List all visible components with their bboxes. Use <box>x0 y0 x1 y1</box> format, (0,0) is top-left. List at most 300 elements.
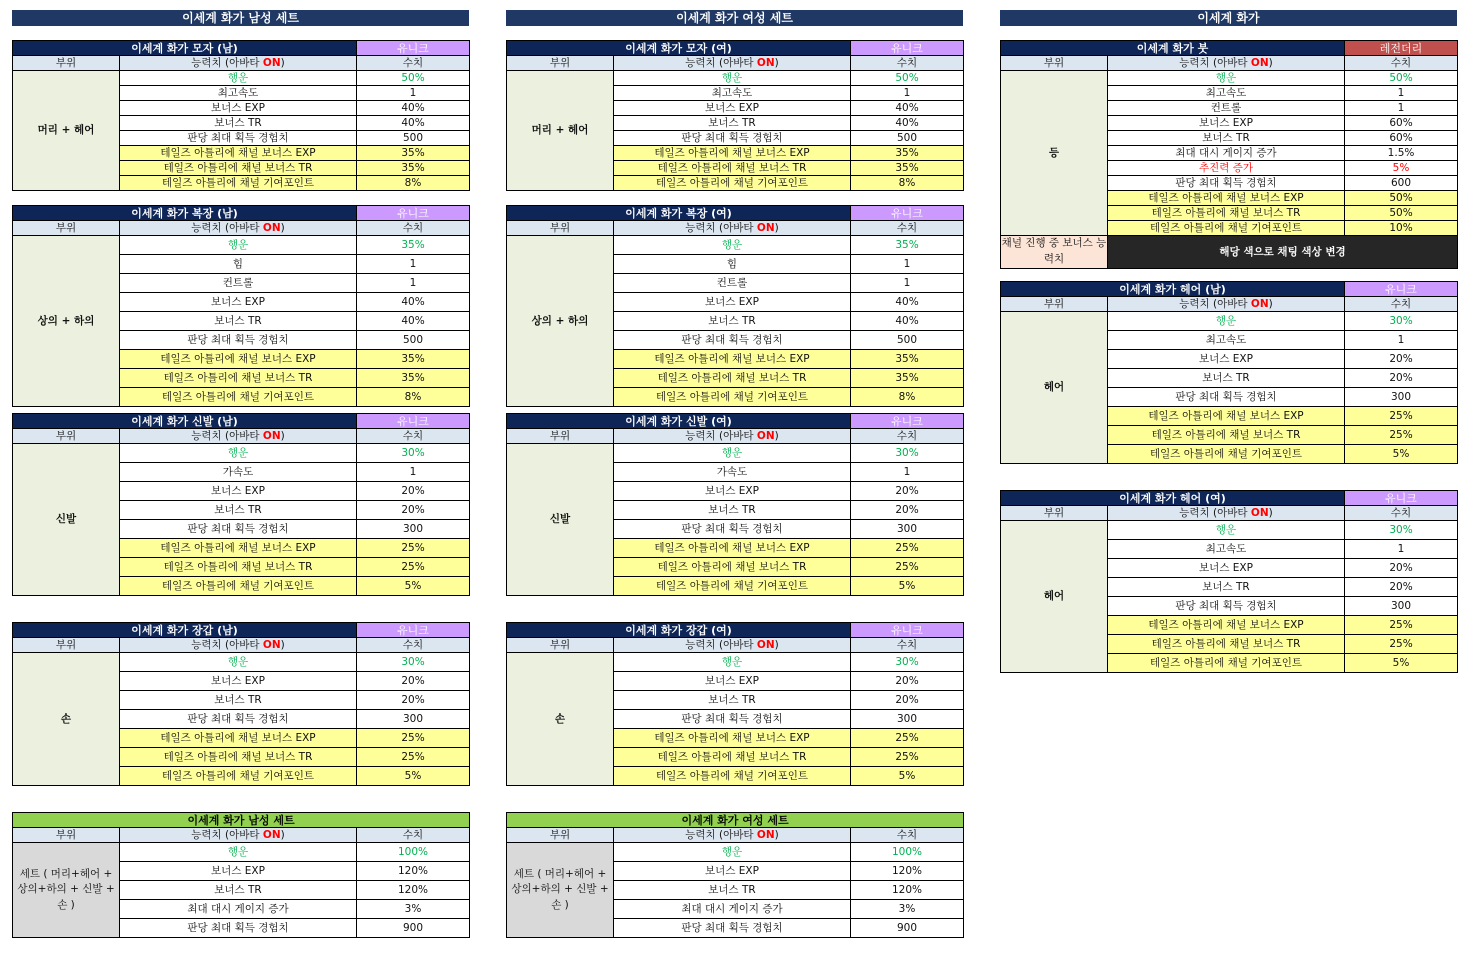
rarity-badge: 유니크 <box>357 41 470 56</box>
column-header-value: 수치 <box>1345 506 1458 521</box>
stats-table-hat_m <box>12 40 470 191</box>
stat-name: 행운 <box>120 653 357 672</box>
stats-table-glove_m <box>12 622 470 786</box>
stat-name: 추진력 증가 <box>1108 161 1345 176</box>
table-title: 이세계 화가 모자 (여) <box>507 41 851 56</box>
column-header-stat-label: 능력치 (아바타 <box>1179 506 1251 519</box>
stat-value: 300 <box>357 710 470 729</box>
stat-name: 행운 <box>614 236 851 255</box>
stat-value: 8% <box>851 176 964 191</box>
column-header-stat-label: 능력치 (아바타 <box>191 828 263 841</box>
stat-name: 판당 최대 획득 경험치 <box>614 919 851 938</box>
stats-table-shoe_f <box>506 413 964 596</box>
column-header-stat-close: ) <box>774 638 779 651</box>
stat-name: 테일즈 아틀리에 채널 보너스 EXP <box>614 729 851 748</box>
stat-name: 테일즈 아틀리에 채널 보너스 TR <box>120 558 357 577</box>
stat-name: 행운 <box>614 71 851 86</box>
part-cell: 세트 ( 머리+헤어 + 상의+하의 + 신발 + 손 ) <box>13 843 120 938</box>
stat-name: 보너스 TR <box>120 501 357 520</box>
stat-name: 판당 최대 획득 경험치 <box>120 131 357 146</box>
stat-name: 테일즈 아틀리에 채널 보너스 EXP <box>1108 407 1345 426</box>
stat-value: 20% <box>1345 559 1458 578</box>
stat-name: 테일즈 아틀리에 채널 보너스 TR <box>120 369 357 388</box>
column-header-part: 부위 <box>507 638 614 653</box>
stat-name: 컨트롤 <box>1108 101 1345 116</box>
stat-name: 테일즈 아틀리에 채널 기여포인트 <box>120 577 357 596</box>
stat-name: 테일즈 아틀리에 채널 기여포인트 <box>120 176 357 191</box>
column-header-value: 수치 <box>357 828 470 843</box>
stat-name: 테일즈 아틀리에 채널 기여포인트 <box>614 767 851 786</box>
column-header-stat-label: 능력치 (아바타 <box>685 429 757 442</box>
stat-value: 40% <box>851 293 964 312</box>
stat-value: 25% <box>1345 635 1458 654</box>
part-cell: 상의 + 하의 <box>507 236 614 407</box>
column-header-stat-label: 능력치 (아바타 <box>191 429 263 442</box>
stats-table-set_m <box>12 812 470 938</box>
stat-name: 테일즈 아틀리에 채널 보너스 TR <box>1108 635 1345 654</box>
chat-color-note: 해당 색으로 채팅 색상 변경 <box>1108 236 1458 269</box>
stats-table-hair_m <box>1000 281 1458 464</box>
stat-name: 최고속도 <box>1108 540 1345 559</box>
stat-value: 5% <box>851 577 964 596</box>
stat-value: 30% <box>1345 521 1458 540</box>
table-row <box>507 843 964 862</box>
stat-value: 20% <box>851 691 964 710</box>
stat-value: 600 <box>1345 176 1458 191</box>
stat-name: 행운 <box>120 71 357 86</box>
stat-name: 테일즈 아틀리에 채널 보너스 EXP <box>614 350 851 369</box>
stat-value: 30% <box>851 444 964 463</box>
stat-value: 25% <box>851 558 964 577</box>
stat-value: 35% <box>357 350 470 369</box>
stat-value: 35% <box>851 236 964 255</box>
stat-value: 3% <box>851 900 964 919</box>
stat-value: 35% <box>851 350 964 369</box>
stat-name: 행운 <box>1108 312 1345 331</box>
rarity-badge: 유니크 <box>1345 282 1458 297</box>
stat-value: 25% <box>357 539 470 558</box>
table-title: 이세계 화가 신발 (남) <box>13 414 357 429</box>
table-row <box>507 653 964 672</box>
rarity-badge: 유니크 <box>357 414 470 429</box>
stat-name: 테일즈 아틀리에 채널 보너스 EXP <box>1108 191 1345 206</box>
part-cell: 신발 <box>13 444 120 596</box>
stat-value: 1.5% <box>1345 146 1458 161</box>
avatar-on-label: ON <box>262 429 281 442</box>
table-title: 이세계 화가 헤어 (남) <box>1001 282 1345 297</box>
stat-name: 보너스 EXP <box>120 672 357 691</box>
stat-name: 보너스 EXP <box>614 293 851 312</box>
stat-name: 테일즈 아틀리에 채널 보너스 EXP <box>120 350 357 369</box>
stat-value: 1 <box>1345 101 1458 116</box>
stat-name: 보너스 EXP <box>1108 116 1345 131</box>
stat-value: 1 <box>357 255 470 274</box>
misc-column-header: 이세계 화가 <box>1000 10 1457 26</box>
avatar-on-label: ON <box>756 828 775 841</box>
stat-value: 20% <box>357 672 470 691</box>
column-header-stat <box>120 56 357 71</box>
stat-value: 60% <box>1345 131 1458 146</box>
stat-name: 힘 <box>614 255 851 274</box>
stat-value: 1 <box>357 274 470 293</box>
stat-name: 판당 최대 획득 경험치 <box>614 131 851 146</box>
rarity-badge: 유니크 <box>851 206 964 221</box>
stat-value: 50% <box>1345 191 1458 206</box>
table-title: 이세계 화가 장갑 (여) <box>507 623 851 638</box>
stat-value: 50% <box>1345 206 1458 221</box>
stat-name: 최고속도 <box>1108 86 1345 101</box>
column-header-value: 수치 <box>357 221 470 236</box>
stat-name: 보너스 EXP <box>120 482 357 501</box>
stat-name: 가속도 <box>614 463 851 482</box>
stat-value: 35% <box>357 146 470 161</box>
stat-value: 5% <box>851 767 964 786</box>
stat-name: 판당 최대 획득 경험치 <box>1108 597 1345 616</box>
column-header-part: 부위 <box>507 56 614 71</box>
column-header-value: 수치 <box>851 56 964 71</box>
stats-table-glove_f <box>506 622 964 786</box>
table-row <box>507 236 964 255</box>
stat-name: 보너스 TR <box>1108 578 1345 597</box>
stat-value: 25% <box>851 729 964 748</box>
part-cell: 등 <box>1001 71 1108 236</box>
rarity-badge: 레전더리 <box>1345 41 1458 56</box>
stat-name: 보너스 EXP <box>1108 559 1345 578</box>
stat-value: 50% <box>851 71 964 86</box>
stat-name: 보너스 EXP <box>614 672 851 691</box>
stat-name: 행운 <box>120 236 357 255</box>
stat-value: 20% <box>851 672 964 691</box>
column-header-stat-label: 능력치 (아바타 <box>191 56 263 69</box>
column-header-value: 수치 <box>357 429 470 444</box>
stat-name: 테일즈 아틀리에 채널 보너스 EXP <box>120 729 357 748</box>
column-header-stat-close: ) <box>774 429 779 442</box>
column-header-part: 부위 <box>1001 56 1108 71</box>
stat-name: 보너스 TR <box>1108 131 1345 146</box>
stat-name: 보너스 TR <box>120 881 357 900</box>
rarity-badge: 유니크 <box>851 41 964 56</box>
stat-name: 최고속도 <box>120 86 357 101</box>
stat-value: 40% <box>357 312 470 331</box>
column-header-part: 부위 <box>1001 506 1108 521</box>
stat-name: 테일즈 아틀리에 채널 기여포인트 <box>1108 654 1345 673</box>
stat-name: 가속도 <box>120 463 357 482</box>
stat-value: 300 <box>357 520 470 539</box>
avatar-on-label: ON <box>262 221 281 234</box>
stat-value: 25% <box>851 748 964 767</box>
stat-value: 3% <box>357 900 470 919</box>
stat-name: 판당 최대 획득 경험치 <box>614 710 851 729</box>
stat-name: 최대 대시 게이지 증가 <box>614 900 851 919</box>
column-header-stat-close: ) <box>1268 297 1273 310</box>
stat-name: 행운 <box>614 444 851 463</box>
column-header-stat-close: ) <box>280 828 285 841</box>
stats-table-shoe_m <box>12 413 470 596</box>
stat-name: 테일즈 아틀리에 채널 기여포인트 <box>614 176 851 191</box>
stat-value: 1 <box>357 86 470 101</box>
table-row <box>507 71 964 86</box>
stat-value: 30% <box>1345 312 1458 331</box>
avatar-on-label: ON <box>756 638 775 651</box>
column-header-value: 수치 <box>1345 297 1458 312</box>
table-title: 이세계 화가 헤어 (여) <box>1001 491 1345 506</box>
stat-value: 8% <box>357 176 470 191</box>
avatar-on-label: ON <box>756 56 775 69</box>
stat-name: 테일즈 아틀리에 채널 기여포인트 <box>614 388 851 407</box>
stat-name: 판당 최대 획득 경험치 <box>614 331 851 350</box>
stat-name: 행운 <box>1108 521 1345 540</box>
part-cell: 신발 <box>507 444 614 596</box>
stat-value: 100% <box>851 843 964 862</box>
stats-table-set_f <box>506 812 964 938</box>
stat-value: 5% <box>357 767 470 786</box>
table-row <box>13 653 470 672</box>
stat-value: 35% <box>357 236 470 255</box>
stat-value: 25% <box>357 558 470 577</box>
column-header-part: 부위 <box>13 638 120 653</box>
stats-table-brush <box>1000 40 1458 269</box>
stat-value: 1 <box>1345 86 1458 101</box>
part-cell: 세트 ( 머리+헤어 + 상의+하의 + 신발 + 손 ) <box>507 843 614 938</box>
female-set-column-header: 이세계 화가 여성 세트 <box>506 10 963 26</box>
stat-value: 120% <box>357 881 470 900</box>
rarity-badge: 유니크 <box>1345 491 1458 506</box>
stat-name: 테일즈 아틀리에 채널 기여포인트 <box>1108 221 1345 236</box>
stat-value: 300 <box>851 710 964 729</box>
column-header-stat <box>120 828 357 843</box>
column-header-stat-label: 능력치 (아바타 <box>685 638 757 651</box>
avatar-on-label: ON <box>1250 297 1269 310</box>
column-header-stat <box>120 221 357 236</box>
stat-value: 500 <box>851 331 964 350</box>
part-cell: 머리 + 헤어 <box>507 71 614 191</box>
stat-value: 25% <box>851 539 964 558</box>
stat-name: 행운 <box>120 444 357 463</box>
stat-name: 테일즈 아틀리에 채널 보너스 EXP <box>614 539 851 558</box>
stat-value: 20% <box>1345 369 1458 388</box>
column-header-value: 수치 <box>357 56 470 71</box>
stats-table-hair_f <box>1000 490 1458 673</box>
stat-value: 20% <box>1345 350 1458 369</box>
stat-value: 120% <box>357 862 470 881</box>
stat-name: 테일즈 아틀리에 채널 보너스 TR <box>120 161 357 176</box>
stat-value: 60% <box>1345 116 1458 131</box>
column-header-stat-close: ) <box>774 828 779 841</box>
stat-name: 보너스 EXP <box>614 482 851 501</box>
column-header-stat <box>614 828 851 843</box>
stat-name: 판당 최대 획득 경험치 <box>120 919 357 938</box>
column-header-stat-close: ) <box>774 221 779 234</box>
stat-value: 30% <box>357 653 470 672</box>
part-cell: 손 <box>507 653 614 786</box>
stat-value: 300 <box>1345 597 1458 616</box>
stat-value: 35% <box>357 369 470 388</box>
column-header-stat-close: ) <box>280 56 285 69</box>
stat-name: 테일즈 아틀리에 채널 보너스 TR <box>1108 206 1345 221</box>
stat-name: 행운 <box>614 653 851 672</box>
stat-value: 20% <box>357 691 470 710</box>
stat-name: 보너스 EXP <box>120 293 357 312</box>
table-title: 이세계 화가 복장 (여) <box>507 206 851 221</box>
table-title: 이세계 화가 복장 (남) <box>13 206 357 221</box>
column-header-stat-label: 능력치 (아바타 <box>1179 297 1251 310</box>
table-row <box>13 236 470 255</box>
stat-value: 300 <box>1345 388 1458 407</box>
column-header-part: 부위 <box>13 828 120 843</box>
table-title: 이세계 화가 남성 세트 <box>13 813 470 828</box>
column-header-stat <box>1108 506 1345 521</box>
stat-name: 보너스 TR <box>614 312 851 331</box>
stat-value: 5% <box>357 577 470 596</box>
stat-value: 25% <box>357 748 470 767</box>
stat-value: 25% <box>1345 426 1458 445</box>
stat-name: 보너스 TR <box>614 116 851 131</box>
column-header-stat-label: 능력치 (아바타 <box>685 56 757 69</box>
stat-value: 50% <box>1345 71 1458 86</box>
stat-name: 보너스 TR <box>1108 369 1345 388</box>
stat-name: 테일즈 아틀리에 채널 보너스 TR <box>614 369 851 388</box>
rarity-badge: 유니크 <box>357 623 470 638</box>
rarity-badge: 유니크 <box>851 414 964 429</box>
stat-value: 100% <box>357 843 470 862</box>
column-header-stat-label: 능력치 (아바타 <box>1179 56 1251 69</box>
stat-value: 35% <box>851 161 964 176</box>
stat-name: 최고속도 <box>614 86 851 101</box>
column-header-stat-close: ) <box>1268 506 1273 519</box>
stat-value: 40% <box>357 293 470 312</box>
avatar-on-label: ON <box>262 828 281 841</box>
column-header-stat-close: ) <box>774 56 779 69</box>
stat-value: 20% <box>357 482 470 501</box>
stat-name: 테일즈 아틀리에 채널 보너스 EXP <box>120 539 357 558</box>
stat-value: 1 <box>851 463 964 482</box>
stats-table-suit_f <box>506 205 964 407</box>
table-title: 이세계 화가 붓 <box>1001 41 1345 56</box>
stat-value: 5% <box>1345 654 1458 673</box>
stat-name: 최대 대시 게이지 증가 <box>120 900 357 919</box>
column-header-stat <box>614 56 851 71</box>
table-row <box>1001 71 1458 86</box>
column-header-stat <box>1108 297 1345 312</box>
column-header-stat-label: 능력치 (아바타 <box>191 221 263 234</box>
column-header-stat <box>1108 56 1345 71</box>
part-cell: 손 <box>13 653 120 786</box>
stat-value: 1 <box>357 463 470 482</box>
table-row <box>507 444 964 463</box>
column-header-value: 수치 <box>1345 56 1458 71</box>
stat-name: 테일즈 아틀리에 채널 보너스 EXP <box>614 146 851 161</box>
column-header-part: 부위 <box>507 221 614 236</box>
stat-value: 1 <box>851 274 964 293</box>
channel-bonus-label: 채널 진행 중 보너스 능력치 <box>1001 236 1108 269</box>
stat-name: 판당 최대 획득 경험치 <box>1108 388 1345 407</box>
part-cell: 머리 + 헤어 <box>13 71 120 191</box>
column-header-stat-close: ) <box>280 221 285 234</box>
avatar-on-label: ON <box>756 221 775 234</box>
column-header-part: 부위 <box>507 429 614 444</box>
stat-name: 테일즈 아틀리에 채널 기여포인트 <box>614 577 851 596</box>
stats-table-suit_m <box>12 205 470 407</box>
avatar-on-label: ON <box>1250 56 1269 69</box>
stat-name: 보너스 EXP <box>120 862 357 881</box>
stat-name: 힘 <box>120 255 357 274</box>
stat-value: 1 <box>851 86 964 101</box>
stat-name: 컨트롤 <box>614 274 851 293</box>
stat-value: 35% <box>851 369 964 388</box>
avatar-on-label: ON <box>1250 506 1269 519</box>
column-header-stat-label: 능력치 (아바타 <box>685 828 757 841</box>
column-header-stat <box>614 221 851 236</box>
column-header-stat <box>614 638 851 653</box>
stat-value: 30% <box>357 444 470 463</box>
avatar-on-label: ON <box>756 429 775 442</box>
stat-name: 테일즈 아틀리에 채널 기여포인트 <box>120 388 357 407</box>
stat-name: 테일즈 아틀리에 채널 보너스 TR <box>1108 426 1345 445</box>
stat-value: 120% <box>851 881 964 900</box>
stat-value: 8% <box>357 388 470 407</box>
stat-value: 40% <box>851 116 964 131</box>
stat-value: 50% <box>357 71 470 86</box>
stat-name: 보너스 EXP <box>120 101 357 116</box>
stat-name: 보너스 TR <box>614 501 851 520</box>
column-header-stat <box>120 638 357 653</box>
stat-value: 1 <box>1345 540 1458 559</box>
table-title: 이세계 화가 모자 (남) <box>13 41 357 56</box>
table-row <box>1001 521 1458 540</box>
part-cell: 헤어 <box>1001 312 1108 464</box>
stat-name: 테일즈 아틀리에 채널 보너스 EXP <box>120 146 357 161</box>
column-header-value: 수치 <box>851 429 964 444</box>
stat-value: 30% <box>851 653 964 672</box>
stat-value: 35% <box>357 161 470 176</box>
stat-value: 10% <box>1345 221 1458 236</box>
part-cell: 상의 + 하의 <box>13 236 120 407</box>
stat-name: 행운 <box>1108 71 1345 86</box>
column-header-part: 부위 <box>13 221 120 236</box>
column-header-stat-label: 능력치 (아바타 <box>191 638 263 651</box>
stat-value: 40% <box>851 312 964 331</box>
stat-value: 300 <box>851 520 964 539</box>
stat-name: 테일즈 아틀리에 채널 기여포인트 <box>1108 445 1345 464</box>
stat-name: 테일즈 아틀리에 채널 기여포인트 <box>120 767 357 786</box>
table-title: 이세계 화가 신발 (여) <box>507 414 851 429</box>
column-header-value: 수치 <box>357 638 470 653</box>
table-row <box>13 843 470 862</box>
stat-name: 보너스 EXP <box>614 862 851 881</box>
stat-value: 500 <box>357 131 470 146</box>
column-header-stat-close: ) <box>280 429 285 442</box>
stat-name: 판당 최대 획득 경험치 <box>120 331 357 350</box>
column-header-part: 부위 <box>507 828 614 843</box>
stat-name: 보너스 EXP <box>1108 350 1345 369</box>
stat-value: 35% <box>851 146 964 161</box>
stat-name: 행운 <box>614 843 851 862</box>
stat-name: 보너스 TR <box>120 691 357 710</box>
rarity-badge: 유니크 <box>357 206 470 221</box>
stat-name: 최대 대시 게이지 증가 <box>1108 146 1345 161</box>
column-header-part: 부위 <box>13 429 120 444</box>
avatar-on-label: ON <box>262 638 281 651</box>
stat-value: 1 <box>851 255 964 274</box>
stat-name: 보너스 EXP <box>614 101 851 116</box>
column-header-value: 수치 <box>851 638 964 653</box>
stat-name: 판당 최대 획득 경험치 <box>120 710 357 729</box>
column-header-part: 부위 <box>13 56 120 71</box>
table-row <box>13 71 470 86</box>
stat-name: 보너스 TR <box>120 116 357 131</box>
table-title: 이세계 화가 장갑 (남) <box>13 623 357 638</box>
stat-name: 행운 <box>120 843 357 862</box>
